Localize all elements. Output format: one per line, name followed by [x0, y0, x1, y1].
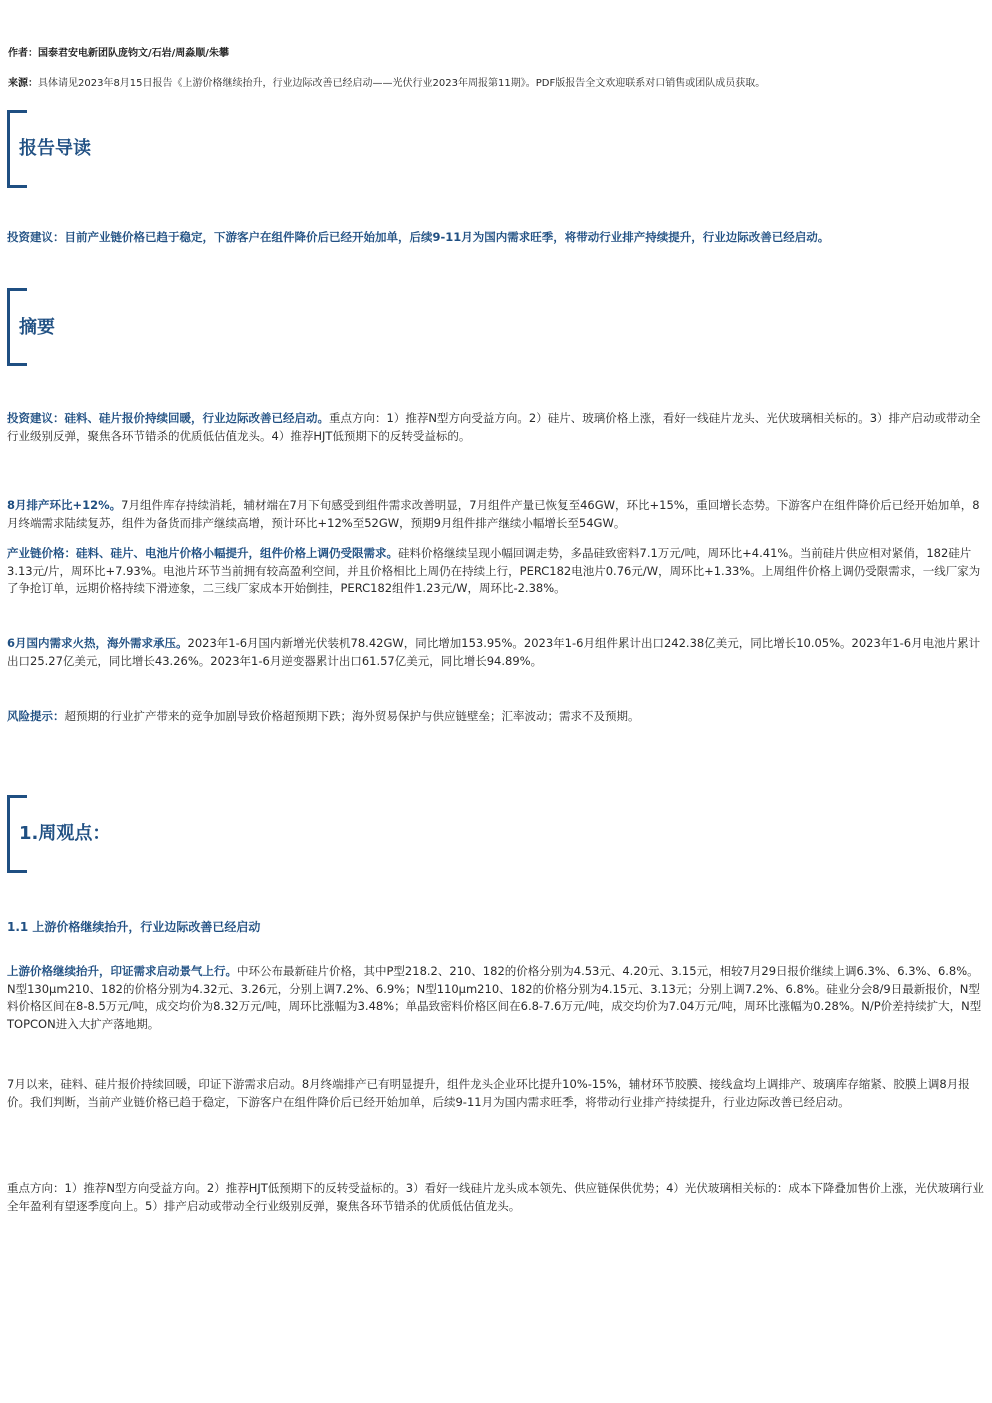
source-value: 具体请见2023年8月15日报告《上游价格继续抬升，行业边际改善已经启动——光伏行业2023年周报第11期》。PDF版报告全文欢迎联系对口销售或团队成员获取。	[38, 78, 766, 89]
abstract-p5-lead: 风险提示：	[7, 709, 65, 723]
weekly-paragraph-2: 7月以来，硅料、硅片报价持续回暖，印证下游需求启动。8月终端排产已有明显提升，组件龙头企业环比提升10%-15%，辅材环节胶膜、接线盒均上调排产、玻璃库存缩紧、胶膜上调8月报价。我们判断，当前产业链价格已趋于稳定，下游客户在组件降价后已经开始加单，后续9-11月为国内需求旺季，将带动行业排产持续提升，行业边际改善已经启动。	[7, 1077, 970, 1109]
author-value: 国泰君安电新团队庞钧文/石岩/周淼顺/朱攀	[38, 48, 229, 59]
guide-section-title: 报告导读	[19, 138, 91, 159]
abstract-paragraph-1	[7, 410, 985, 445]
weekly-paragraph-3: 重点方向：1）推荐N型方向受益方向。2）推荐HJT低预期下的反转受益标的。3）看好一线硅片龙头成本领先、供应链保供优势；4）光伏玻璃相关标的：成本下降叠加售价上涨，光伏玻璃行业全年盈利有望逐季度向上。5）排产启动或带动全行业级别反弹，聚焦各环节错杀的优质低估值龙头。	[7, 1181, 984, 1213]
abstract-p1-body: 重点方向：1）推荐N型方向受益方向。2）硅片、玻璃价格上涨，看好一线硅片龙头、光伏玻璃相关标的。3）排产启动或带动全行业级别反弹，聚焦各环节错杀的优质低估值龙头。4）推荐HJT低预期下的反转受益标的。	[7, 411, 981, 443]
source-line	[8, 77, 765, 91]
abstract-paragraph-4	[7, 635, 985, 670]
author-label: 作者：	[8, 48, 38, 59]
author-line	[8, 47, 229, 61]
abstract-p2-body: 7月组件库存持续消耗，辅材端在7月下旬感受到组件需求改善明显，7月组件产量已恢复至46GW，环比+15%，重回增长态势。下游客户在组件降价后已经开始加单，8月终端需求陆续复苏，组件为备货而排产继续高增，预计环比+12%至52GW，预期9月组件排产继续小幅增长至54GW。	[7, 498, 980, 530]
abstract-p4-body: 2023年1-6月国内新增光伏装机78.42GW，同比增加153.95%。2023年1-6月组件累计出口242.38亿美元，同比增长10.05%。2023年1-6月电池片累计出口25.27亿美元，同比增长43.26%。2023年1-6月逆变器累计出口61.57亿美元，同比增长94.89%。	[7, 636, 981, 668]
weekly-section-title: 1.周观点：	[19, 823, 111, 844]
guide-paragraph	[7, 229, 985, 247]
abstract-p4-lead: 6月国内需求火热，海外需求承压。	[7, 636, 188, 650]
abstract-p3-lead: 产业链价格：硅料、硅片、电池片价格小幅提升，组件价格上调仍受限需求。	[7, 546, 398, 560]
abstract-paragraph-3	[7, 545, 985, 598]
weekly-p1-lead: 上游价格继续抬升，印证需求启动景气上行。	[7, 964, 237, 978]
abstract-section-title: 摘要	[19, 317, 55, 338]
abstract-paragraph-2	[7, 497, 985, 532]
weekly-sub-title: 1.1 上游价格继续抬升，行业边际改善已经启动	[7, 920, 261, 934]
abstract-paragraph-5	[7, 708, 985, 726]
abstract-p5-body: 超预期的行业扩产带来的竞争加剧导致价格超预期下跌；海外贸易保护与供应链壁垒；汇率波动；需求不及预期。	[64, 709, 640, 723]
weekly-paragraph-1	[7, 963, 985, 1033]
weekly-p1-body: 中环公布最新硅片价格，其中P型218.2、210、182的价格分别为4.53元、4.20元、3.15元，相较7月29日报价继续上调6.3%、6.3%、6.8%。N型130μm210、182的价格分别为4.32元、3.26元，分别上调7.2%、6.9%；N型110μm210、182的价格分别为4.15元、3.13元；分别上调7.2%、6.8%。硅业分会8/9日最新报价，N型料价格区间在8-8.5万元/吨，成交均价为8.32万元/吨，周环比涨幅为3.48%；单晶致密料价格区间在6.8-7.6万元/吨，成交均价为7.04万元/吨，周环比涨幅为0.28%。N/P价差持续扩大，N型TOPCON进入大扩产落地期。	[7, 964, 982, 1031]
source-label: 来源：	[8, 78, 38, 89]
abstract-p2-lead: 8月排产环比+12%。	[7, 498, 122, 512]
abstract-p1-lead: 投资建议：硅料、硅片报价持续回暖，行业边际改善已经启动。	[7, 411, 329, 425]
abstract-p3-body: 硅料价格继续呈现小幅回调走势，多晶硅致密料7.1万元/吨，周环比+4.41%。当前硅片供应相对紧俏，182硅片3.13元/片，周环比+7.93%。电池片环节当前拥有较高盈利空间，并且价格相比上周仍在持续上行，PERC182电池片0.76元/W，周环比+1.33%。上周组件价格上调仍受限需求，一线厂家为了争抢订单，远期价格持续下滑迹象，二三线厂家成本开始倒挂，PERC182组件1.23元/W，周环比-2.38%。	[7, 546, 981, 595]
guide-text: 投资建议：目前产业链价格已趋于稳定，下游客户在组件降价后已经开始加单，后续9-11月为国内需求旺季，将带动行业排产持续提升，行业边际改善已经启动。	[7, 230, 830, 244]
